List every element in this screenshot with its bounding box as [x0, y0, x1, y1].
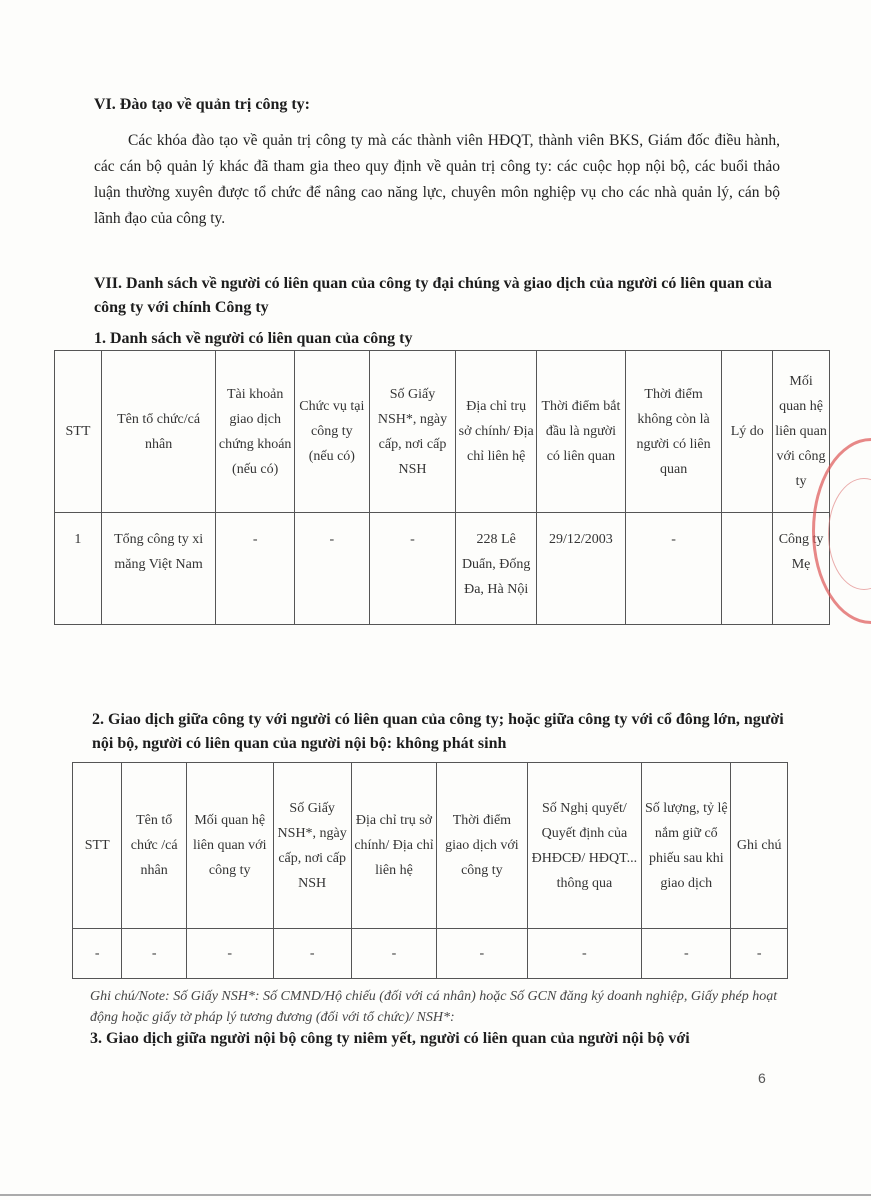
- table1-cell: Công ty Mẹ: [773, 513, 830, 625]
- table2-header-cell: Số lượng, tỷ lệ nắm giữ cổ phiếu sau khi giao dịch: [642, 763, 731, 929]
- table1-header-cell: STT: [55, 351, 102, 513]
- table2-cell: -: [186, 929, 273, 979]
- related-persons-table: [54, 350, 830, 625]
- table1-header-cell: Chức vụ tại công ty (nếu có): [295, 351, 370, 513]
- table1-cell: 1: [55, 513, 102, 625]
- transactions-table: [72, 762, 788, 979]
- table2-header-cell: Số Giấy NSH*, ngày cấp, nơi cấp NSH: [273, 763, 351, 929]
- table1-header-cell: Số Giấy NSH*, ngày cấp, nơi cấp NSH: [369, 351, 456, 513]
- table2-cell: -: [122, 929, 186, 979]
- scan-edge-line: [0, 1194, 871, 1196]
- table2-header-cell: Địa chỉ trụ sở chính/ Địa chỉ liên hệ: [351, 763, 436, 929]
- table1-cell: -: [369, 513, 456, 625]
- table2-header-cell: Ghi chú: [731, 763, 788, 929]
- table2-cell: -: [351, 929, 436, 979]
- table1-header-cell: Mối quan hệ liên quan với công ty: [773, 351, 830, 513]
- table1-header-cell: Tài khoản giao dịch chứng khoán (nếu có): [216, 351, 295, 513]
- table1-cell: 29/12/2003: [537, 513, 626, 625]
- table1-header-cell: Lý do: [722, 351, 773, 513]
- table2-header-cell: Số Nghị quyết/ Quyết định của ĐHĐCĐ/ HĐQT... thông qua: [527, 763, 642, 929]
- table2-cell: -: [273, 929, 351, 979]
- table1-cell: Tổng công ty xi măng Việt Nam: [101, 513, 215, 625]
- section7-heading: VII. Danh sách về người có liên quan của công ty đại chúng và giao dịch của người có liên quan của công ty với chính Công ty: [94, 275, 772, 316]
- table1-header-cell: Thời điểm không còn là người có liên quan: [625, 351, 722, 513]
- table1-cell: -: [625, 513, 722, 625]
- table-row: [55, 513, 830, 625]
- table2-header-cell: STT: [73, 763, 122, 929]
- table1-header-row: [55, 351, 830, 513]
- table1-cell: -: [216, 513, 295, 625]
- table2-cell: -: [73, 929, 122, 979]
- table2-title: 2. Giao dịch giữa công ty với người có liên quan của công ty; hoặc giữa công ty với cổ đông lớn, người nội bộ, người có liên quan của người nội bộ: không phát sinh: [92, 711, 784, 752]
- table1-header-cell: Tên tổ chức/cá nhân: [101, 351, 215, 513]
- table2-header-cell: Mối quan hệ liên quan với công ty: [186, 763, 273, 929]
- table2-header-row: [73, 763, 788, 929]
- table-footnote: Ghi chú/Note: Số Giấy NSH*: Số CMND/Hộ chiếu (đối với cá nhân) hoặc Số GCN đăng ký doanh nghiệp, Giấy phép hoạt động hoặc giấy tờ pháp lý tương đương (đối với tổ chức)/ NSH*:: [90, 989, 778, 1025]
- table-row: [73, 929, 788, 979]
- table2-cell: -: [642, 929, 731, 979]
- section6-body: Các khóa đào tạo về quản trị công ty mà các thành viên HĐQT, thành viên BKS, Giám đốc điều hành, các cán bộ quản lý khác đã tham gia theo quy định về quản trị công ty: các cuộc họp nội bộ, các buổi thảo luận thường xuyên được tổ chức để nâng cao năng lực, chuyên môn nghiệp vụ cho các nhà quản lý, cán bộ lãnh đạo của công ty.: [94, 132, 780, 227]
- table1-title: 1. Danh sách về người có liên quan của công ty: [94, 330, 413, 347]
- table1-cell: [722, 513, 773, 625]
- table1-header-cell: Thời điểm bắt đầu là người có liên quan: [537, 351, 626, 513]
- table2-header-cell: Tên tổ chức /cá nhân: [122, 763, 186, 929]
- table1-cell: -: [295, 513, 370, 625]
- table1-header-cell: Địa chỉ trụ sở chính/ Địa chỉ liên hệ: [456, 351, 537, 513]
- table2-header-cell: Thời điểm giao dịch với công ty: [437, 763, 527, 929]
- table1-cell: 228 Lê Duẩn, Đống Đa, Hà Nội: [456, 513, 537, 625]
- table2-cell: -: [437, 929, 527, 979]
- page-number: 6: [758, 1070, 766, 1086]
- table2-cell: -: [731, 929, 788, 979]
- section6-heading: VI. Đào tạo về quản trị công ty:: [94, 96, 310, 113]
- table2-cell: -: [527, 929, 642, 979]
- section3-heading: 3. Giao dịch giữa người nội bộ công ty niêm yết, người có liên quan của người nội bộ với: [90, 1030, 690, 1047]
